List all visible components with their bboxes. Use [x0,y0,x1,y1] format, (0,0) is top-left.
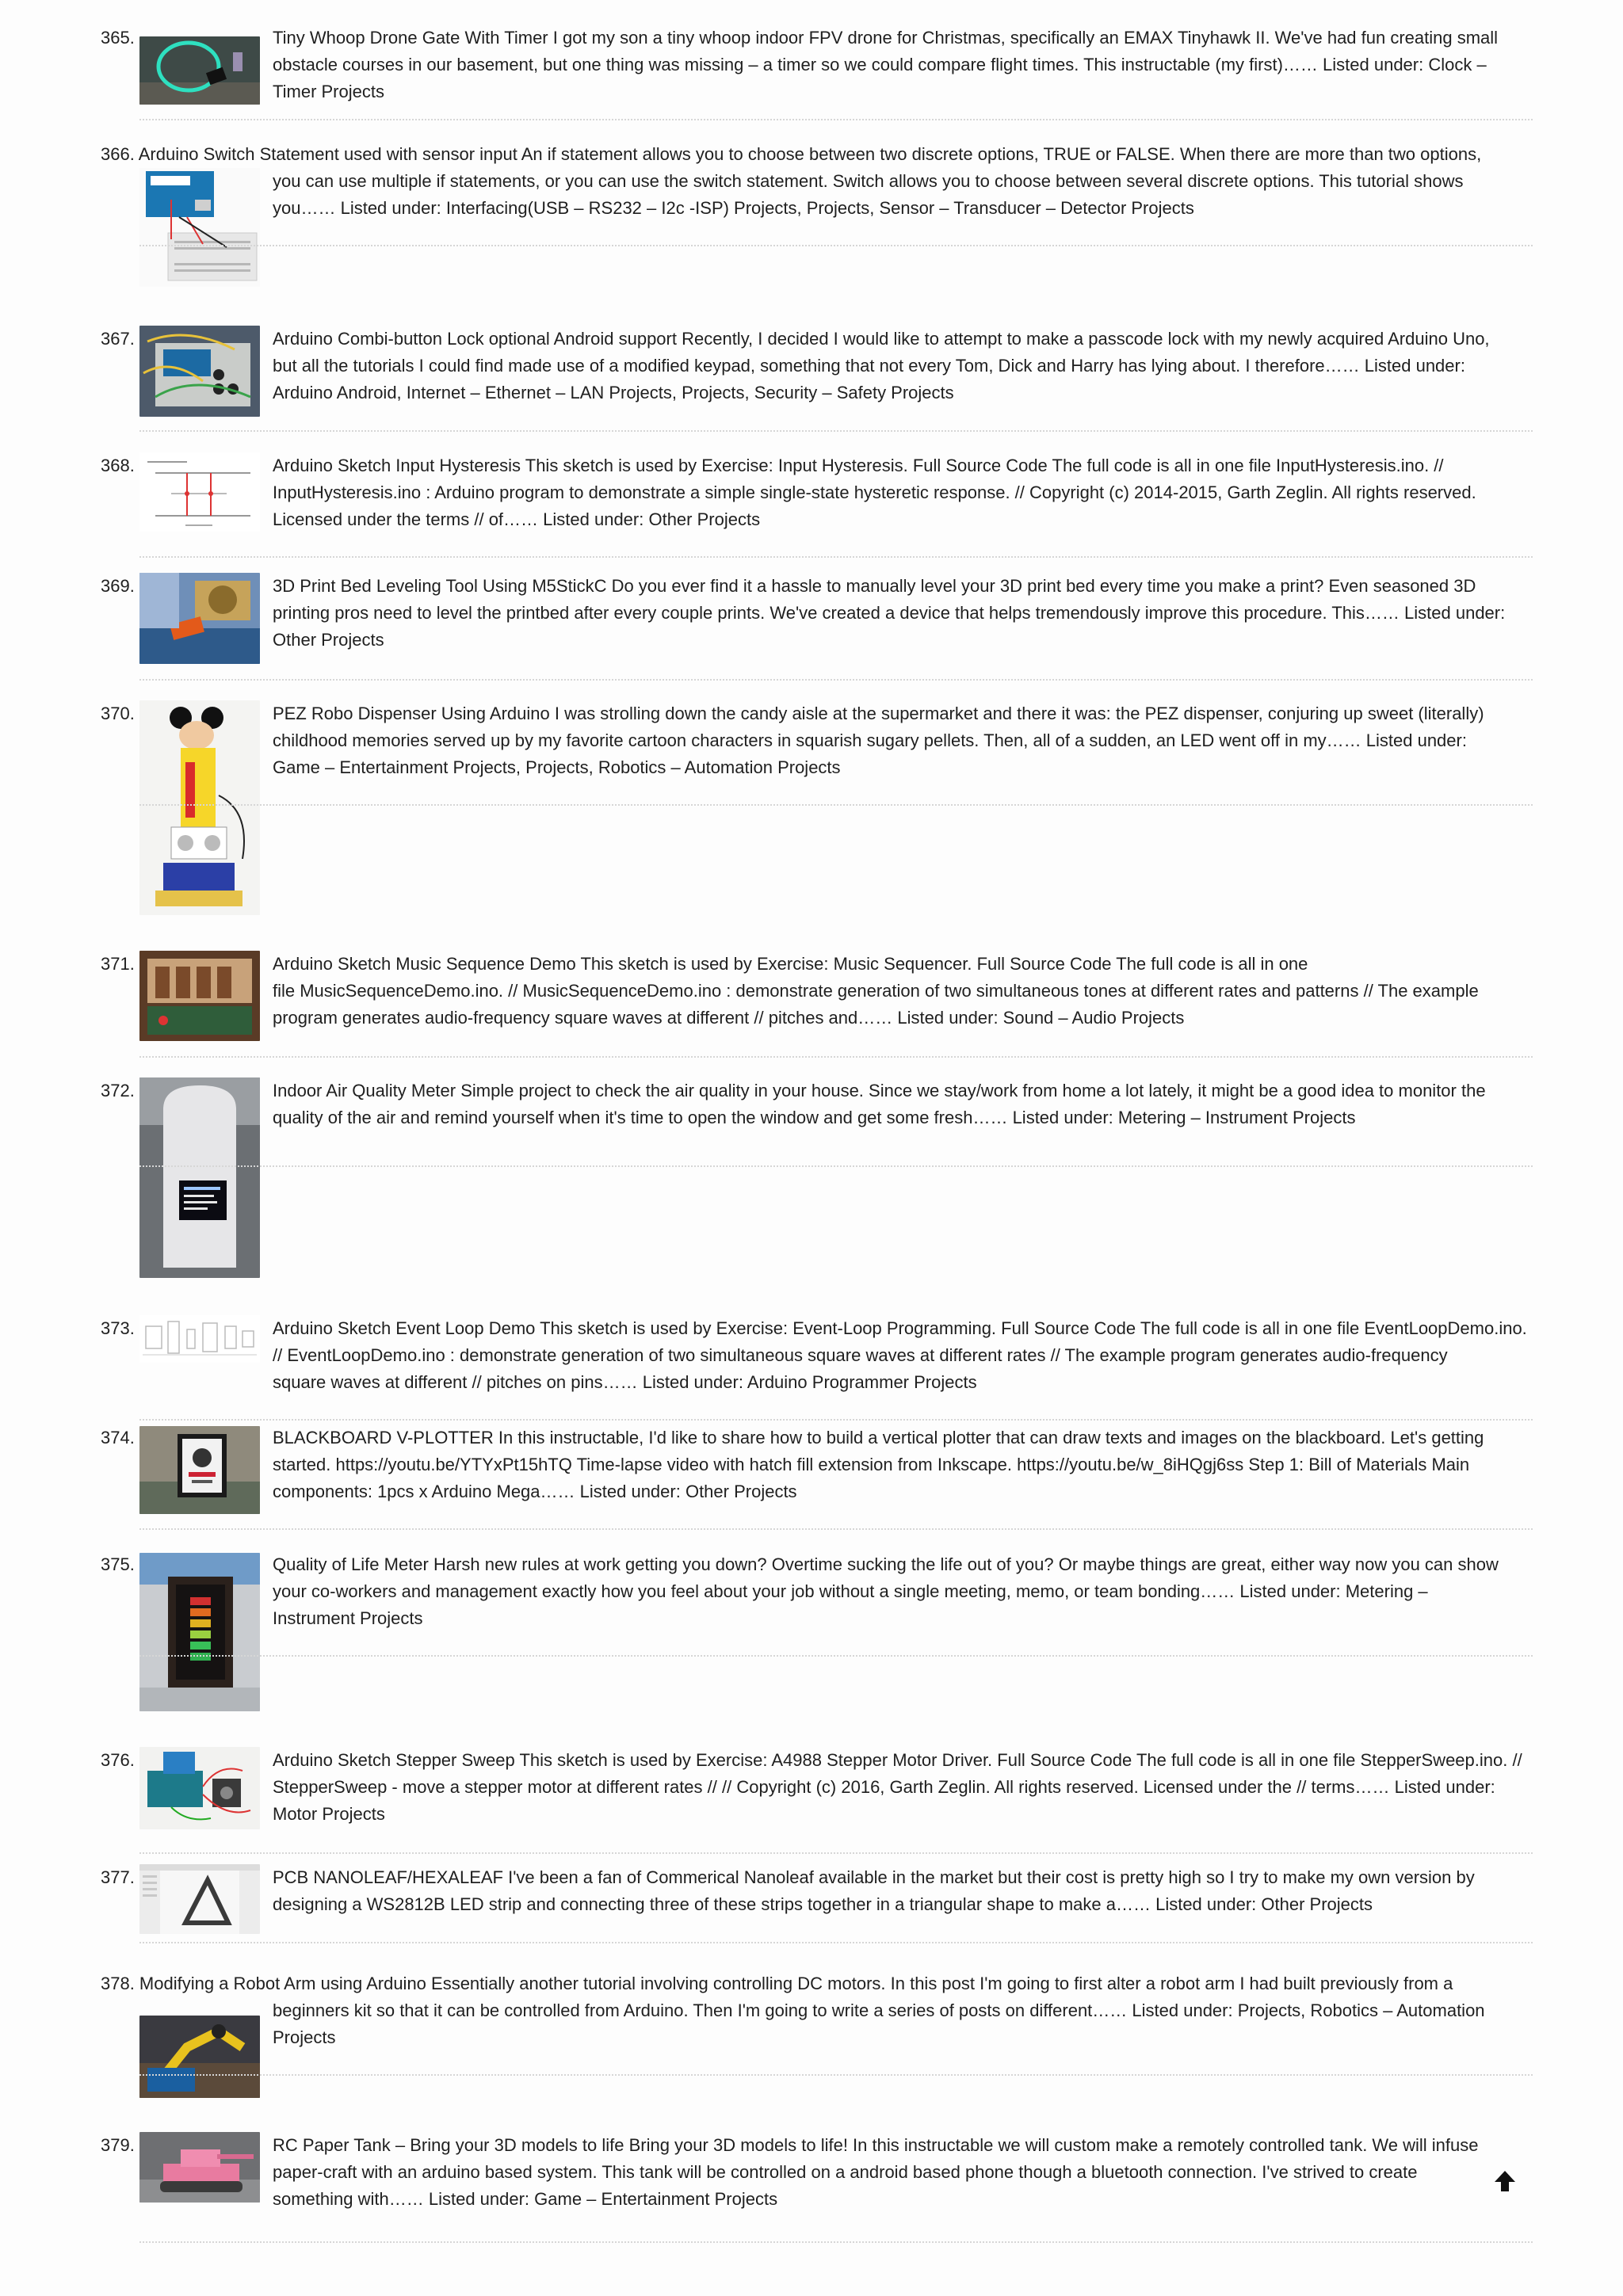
divider [139,430,1533,432]
item-description [273,168,1533,222]
item-text-line: something with…… Listed under: Game – Entertainment Projects [273,2189,778,2209]
item-text-line: StepperSweep - move a stepper motor at different rates // // Copyright (c) 2016, Garth Zeglin. All rights reserved. Licensed under the // terms…… Listed under: [273,1777,1495,1797]
robot-arm-photo[interactable] [139,2016,260,2098]
item-description [273,1747,1533,1828]
item-description [273,326,1533,406]
bed-leveling-photo[interactable] [139,573,260,664]
item-text-line: Arduino Combi-button Lock optional Android support Recently, I decided I would like to attempt to make a passcode lock with my newly acquired Arduino Uno, [273,329,1490,349]
divider [139,119,1533,120]
divider [139,1852,1533,1854]
item-text-line: square waves at different // pitches on pins…… Listed under: Arduino Programmer Projects [273,1372,977,1392]
item-number: 373. [101,1318,135,1338]
item-number: 367. [101,329,135,349]
item-text-line: printing pros need to level the printbed after every couple prints. We've created a device that helps tremendously improve this procedure. This…… Listed under: [273,603,1506,623]
item-number: 375. [101,1554,135,1574]
divider [139,1655,1533,1657]
item-number: 379. [101,2135,135,2155]
item-description [273,700,1533,781]
item-text-line: obstacle courses in our basement, but one thing was missing – a timer so we could compare flight times. This instructable (my first)…… Listed under: Clock – [273,55,1487,74]
item-number: 369. [101,576,135,596]
item-text-line: Projects [273,2027,336,2047]
item-number: 377. [101,1867,135,1887]
item-number: 368. [101,456,135,475]
divider [139,679,1533,681]
quality-of-life-meter-photo[interactable] [139,1553,260,1711]
item-text-line: Game – Entertainment Projects, Projects, Robotics – Automation Projects [273,757,841,777]
item-description [273,1077,1533,1131]
item-text-line: beginners kit so that it can be controlled from Arduino. Then I'm going to write a series of posts on different…… Listed under: Projects, Robotics – Automation [273,2000,1485,2020]
item-text-line: Motor Projects [273,1804,385,1824]
item-text-line: file MusicSequenceDemo.ino. // MusicSequenceDemo.ino : demonstrate generation of two simultaneous tones at different rates and patterns // The example [273,981,1479,1001]
combi-lock-photo[interactable] [139,326,260,417]
music-sequencer-photo[interactable] [139,951,260,1041]
paper-tank-photo[interactable] [139,2132,260,2203]
item-text-line: quality of the air and remind yourself when it's time to open the window and get some fresh…… Listed under: Metering – Instrument Projects [273,1108,1356,1127]
item-text-line: Arduino Sketch Input Hysteresis This sketch is used by Exercise: Input Hysteresis. Full Source Code The full code is all in one file InputHysteresis.ino. // [273,456,1444,475]
item-text-line: Licensed under the terms // of…… Listed under: Other Projects [273,509,761,529]
item-text-line: PCB NANOLEAF/HEXALEAF I've been a fan of Commerical Nanoleaf available in the market but their cost is pretty high so I try to make my own version by [273,1867,1475,1887]
scroll-to-top-button[interactable] [1491,2168,1518,2195]
item-text-line: Tiny Whoop Drone Gate With Timer I got my son a tiny whoop indoor FPV drone for Christmas, specifically an EMAX Tinyhawk II. We've had fun creating small [273,28,1499,48]
item-text-line: 3D Print Bed Leveling Tool Using M5StickC Do you ever find it a hassle to manually level your 3D print bed every time you make a print? Even seasoned 3D [273,576,1476,596]
air-quality-meter-photo[interactable] [139,1077,260,1278]
drone-gate-photo[interactable] [139,36,260,105]
divider [139,556,1533,558]
item-text-line: but all the tutorials I could find made use of a modified keypad, something that not every Tom, Dick and Harry has lying about. I therefore…… Listed under: [273,356,1465,376]
divider [139,1528,1533,1530]
item-text-line: Arduino Sketch Event Loop Demo This sketch is used by Exercise: Event-Loop Programming. Full Source Code The full code is all in one file EventLoopDemo.ino. [273,1318,1527,1338]
item-text-line: BLACKBOARD V-PLOTTER In this instructable, I'd like to share how to build a vertical plotter that can draw texts and images on the blackboard. Let's getting [273,1428,1484,1447]
item-text-line: Indoor Air Quality Meter Simple project to check the air quality in your house. Since we stay/work from home a lot lately, it might be a good idea to monitor the [273,1081,1486,1100]
pcb-nanoleaf-screenshot[interactable] [139,1864,260,1934]
event-loop-diagram[interactable] [139,1315,260,1363]
item-title-line: 378. Modifying a Robot Arm using Arduino Essentially another tutorial involving controlling DC motors. In this post I'm going to first alter a robot arm I had built previously from a [101,1974,1453,1993]
item-description [273,2132,1533,2213]
arduino-breadboard-photo[interactable] [139,168,260,287]
item-text-line: PEZ Robo Dispenser Using Arduino I was strolling down the candy aisle at the supermarket and there it was: the PEZ dispenser, conjuring up sweet (literally) [273,704,1484,723]
item-text-line: program generates audio-frequency square waves at different // pitches and…… Listed under: Sound – Audio Projects [273,1008,1185,1028]
divider [139,2241,1533,2243]
item-text-line: Other Projects [273,630,384,650]
item-description [273,25,1533,105]
item-text-line: Arduino Sketch Stepper Sweep This sketch is used by Exercise: A4988 Stepper Motor Driver. Full Source Code The full code is all in one file StepperSweep.ino. // [273,1750,1522,1770]
hysteresis-diagram[interactable] [139,452,260,532]
item-text-line: childhood memories served up by my favorite cartoon characters in squarish sugary pellets. Then, all of a sudden, an LED went off in my…… Listed under: [273,730,1467,750]
item-text-line: InputHysteresis.ino : Arduino program to demonstrate a simple single-state hysteretic response. // Copyright (c) 2014-2015, Garth Zeglin. All rights reserved. [273,482,1476,502]
item-number: 371. [101,954,135,974]
item-text-line: designing a WS2812B LED strip and connecting three of these strips together in a triangular shape to make a…… Listed under: Other Projects [273,1894,1373,1914]
item-text-line: started. https://youtu.be/YTYxPt15hTQ Time-lapse video with hatch fill extension from Inkscape. https://youtu.be/w_8iHQgj6ss Step 1: Bill of Materials Main [273,1455,1470,1474]
item-description [273,1864,1533,1918]
divider [139,1942,1533,1943]
item-text-line: RC Paper Tank – Bring your 3D models to life Bring your 3D models to life! In this instructable we will custom make a remotely controlled tank. We will infuse [273,2135,1479,2155]
item-text-line: Timer Projects [273,82,384,101]
item-description [273,951,1533,1032]
divider [139,245,1533,246]
item-description [273,1315,1533,1396]
item-description [273,573,1533,654]
item-number: 374. [101,1428,135,1447]
item-title-line: 366. Arduino Switch Statement used with sensor input An if statement allows you to choose between two discrete options, TRUE or FALSE. When there are more than two options, [101,144,1482,164]
divider [139,2074,1533,2076]
item-number: 376. [101,1750,135,1770]
item-number: 365. [101,28,135,48]
item-description [273,1551,1533,1632]
item-text-line: your co-workers and management exactly how you feel about your job without a single meeting, memo, or team bonding…… Listed under: Metering – [273,1581,1428,1601]
item-description [273,1425,1533,1505]
pez-robot-photo[interactable] [139,700,260,915]
item-text-line: Instrument Projects [273,1608,423,1628]
item-text-line: components: 1pcs x Arduino Mega…… Listed under: Other Projects [273,1482,797,1501]
item-description [273,452,1533,533]
item-text-line: // EventLoopDemo.ino : demonstrate generation of two simultaneous square waves at different rates // The example program generates audio-frequency [273,1345,1448,1365]
item-text-line: Arduino Android, Internet – Ethernet – LAN Projects, Projects, Security – Safety Projects [273,383,954,402]
item-text-line: paper-craft with an arduino based system. This tank will be controlled on a android based phone though a bluetooth connection. I've strived to create [273,2162,1418,2182]
item-description [273,1997,1533,2051]
item-text-line: Quality of Life Meter Harsh new rules at work getting you down? Overtime sucking the life out of you? Or maybe things are great, either way now you can show [273,1554,1499,1574]
item-text-line: you can use multiple if statements, or you can use the switch statement. Switch allows you to choose between several discrete options. This tutorial shows [273,171,1464,191]
divider [139,1165,1533,1167]
blackboard-plotter-photo[interactable] [139,1426,260,1514]
divider [139,1056,1533,1058]
item-text-line: you…… Listed under: Interfacing(USB – RS232 – I2c -ISP) Projects, Projects, Sensor – Transducer – Detector Projects [273,198,1194,218]
item-number: 370. [101,704,135,723]
item-number: 372. [101,1081,135,1100]
item-text-line: Arduino Sketch Music Sequence Demo This sketch is used by Exercise: Music Sequencer. Full Source Code The full code is all in one [273,954,1308,974]
arrow-up-icon [1491,2168,1518,2195]
divider [139,804,1533,806]
divider [139,1419,1533,1421]
stepper-motor-photo[interactable] [139,1747,260,1829]
